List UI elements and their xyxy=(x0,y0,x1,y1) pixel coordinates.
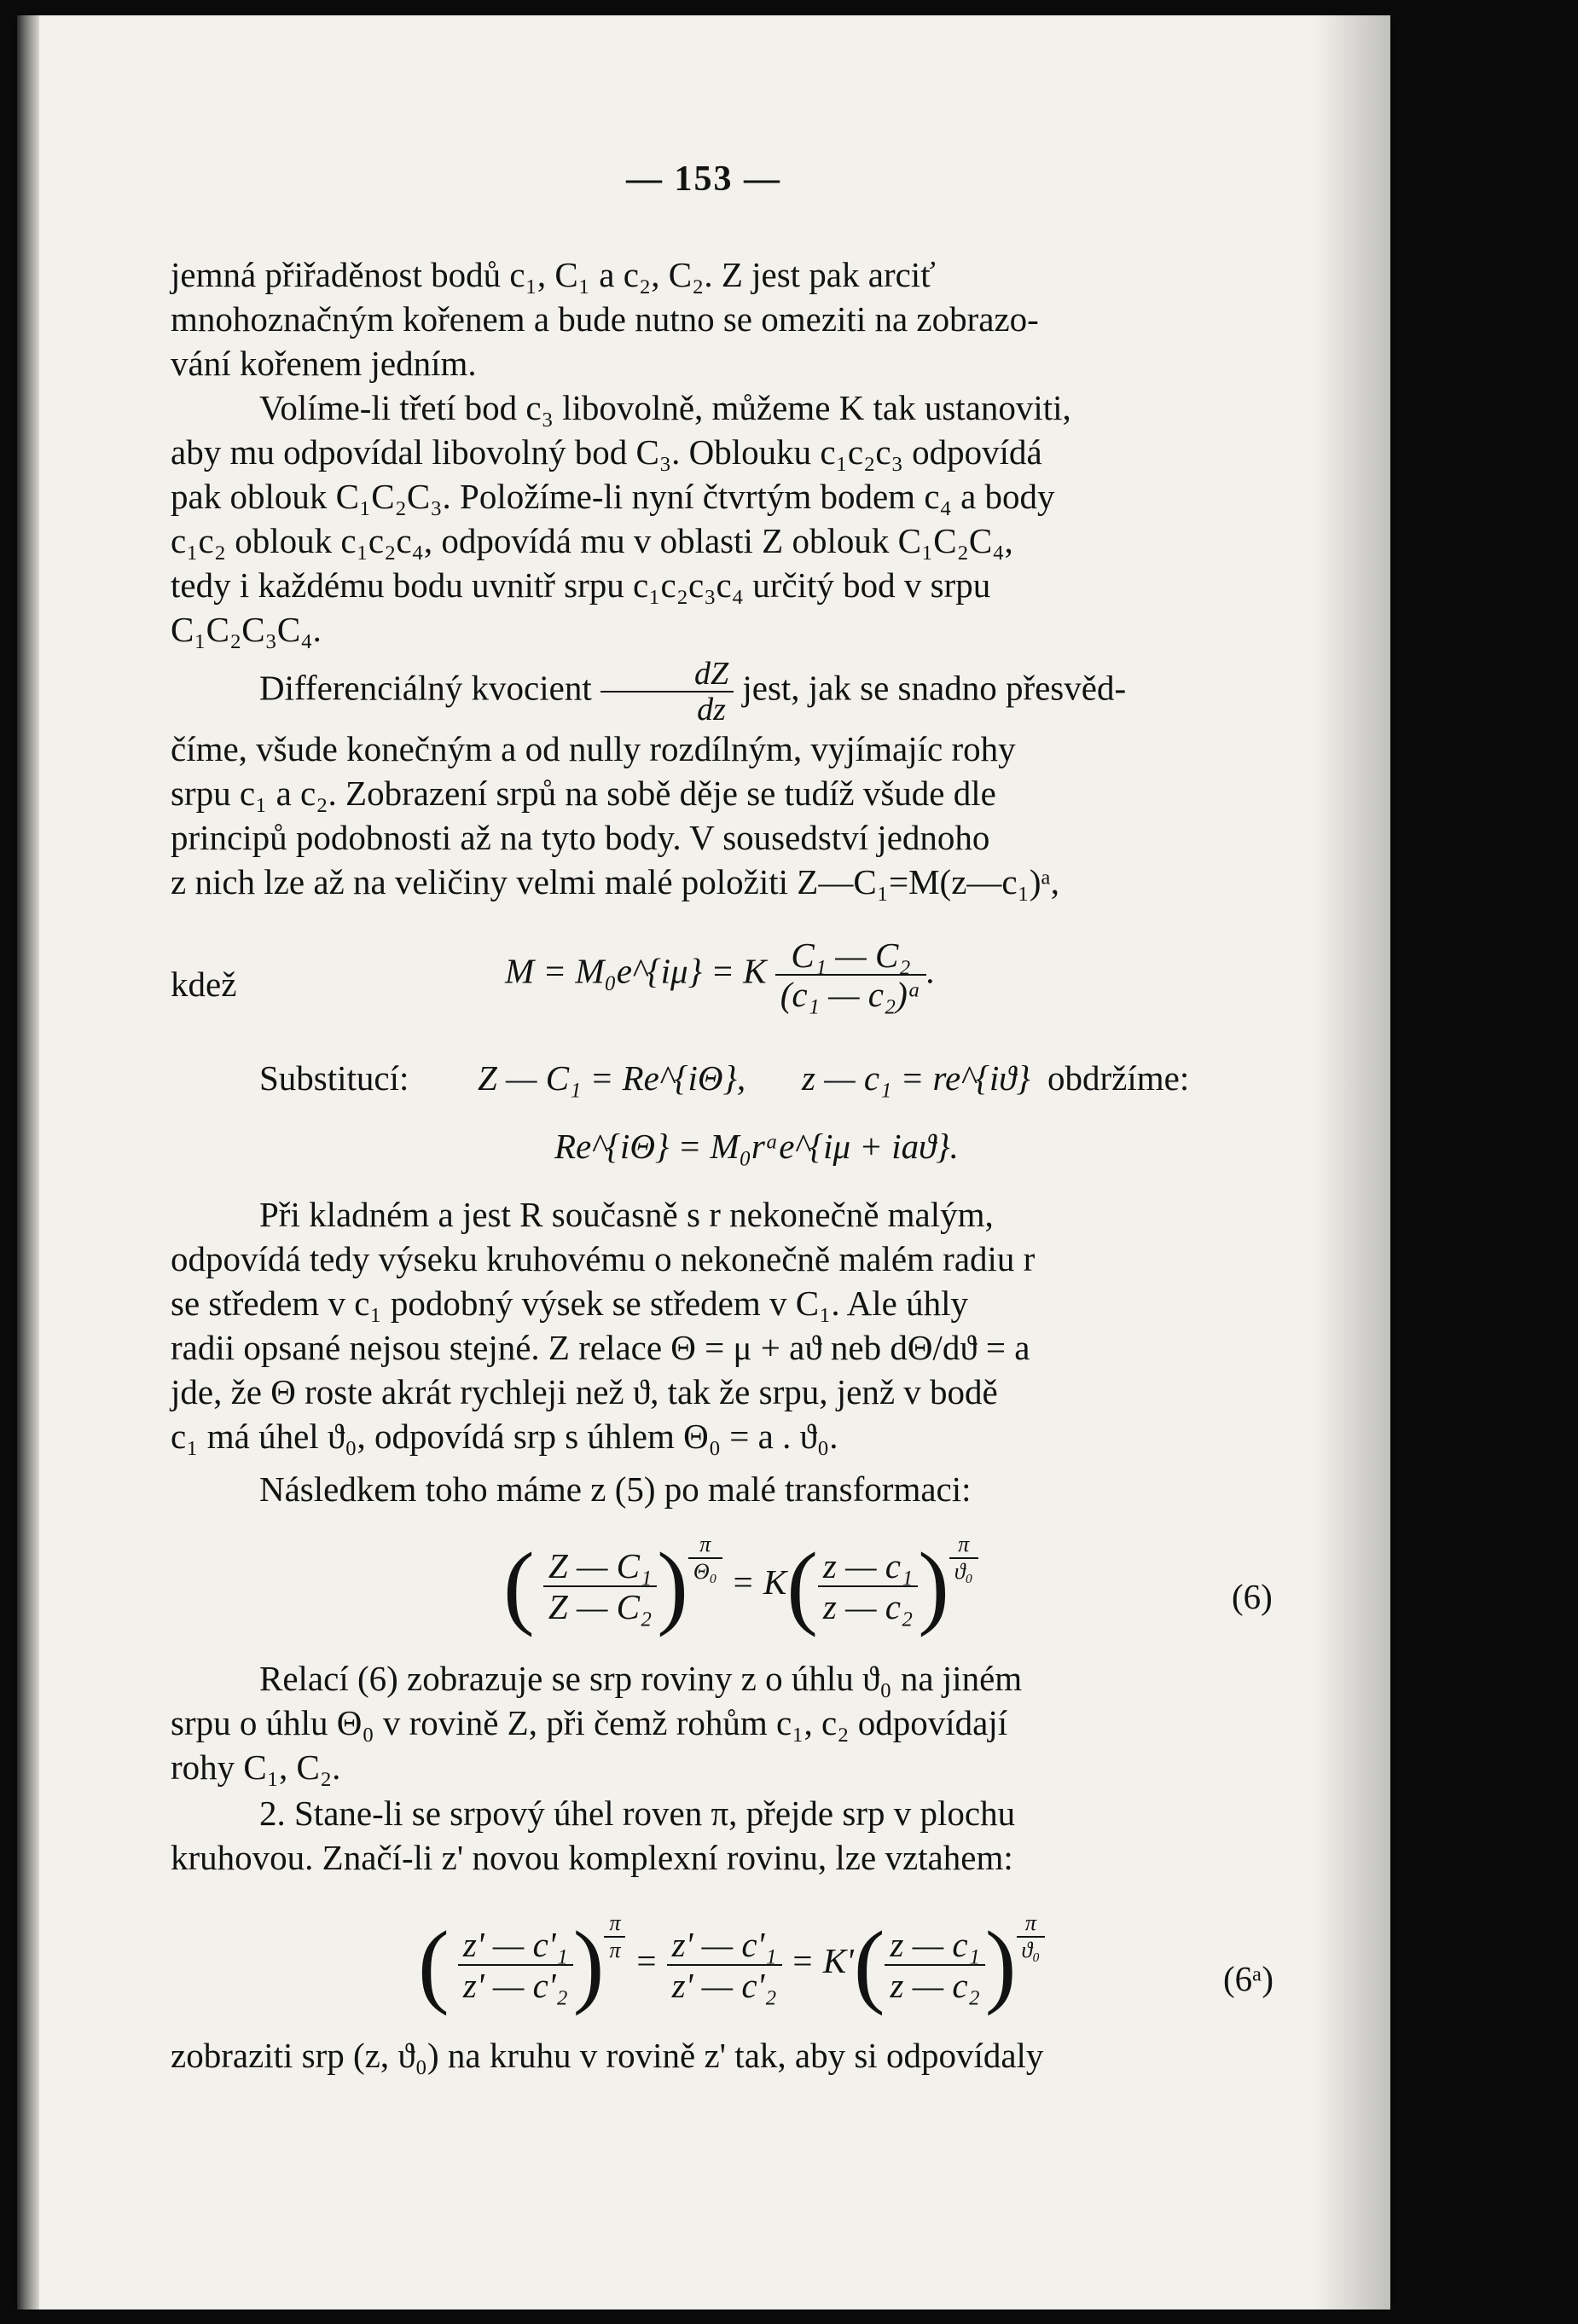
fraction-numerator: C₁ — C₂ xyxy=(775,936,927,976)
paragraph-6 xyxy=(171,1656,1314,1789)
fraction-6-left xyxy=(543,1546,657,1626)
text-line: jde, že Θ roste akrát rychleji než ϑ, tak že srpu, jenž v bodě xyxy=(171,1372,998,1411)
left-paren: ( xyxy=(786,1533,818,1637)
text-line: Při kladném a jest R současně s r nekonečně malým, xyxy=(259,1195,994,1234)
text-line: jemná přiřaděnost bodů c₁, C₁ a c₂, C₂. Z jest pak arciť xyxy=(171,255,936,294)
book-page xyxy=(17,15,1390,2310)
fraction-denominator: dz xyxy=(697,692,726,727)
text-line: mnohoznačným kořenem a bude nutno se omeziti na zobrazo- xyxy=(171,299,1039,339)
text-span: Differenciálný kvocient xyxy=(259,668,592,708)
exponent-numerator: π xyxy=(604,1910,625,1938)
paragraph-4 xyxy=(171,1192,1314,1458)
text-line: odpovídá tedy výseku kruhovému o nekonečně malém radiu r xyxy=(171,1239,1036,1278)
text-line: srpu o úhlu Θ₀ v rovině Z, při čemž rohům c₁, c₂ odpovídají xyxy=(171,1703,1008,1742)
fraction-numerator: z — c₁ xyxy=(885,1925,984,1966)
left-paren: ( xyxy=(853,1912,885,2016)
kdez-label: kdež xyxy=(171,965,237,1004)
text-line: C₁C₂C₃C₄. xyxy=(171,610,322,649)
text-line: se středem v c₁ podobný výsek se středem v C₁. Ale úhly xyxy=(171,1284,968,1323)
fraction-denominator: z — c₂ xyxy=(890,1965,980,2005)
paragraph-8 xyxy=(171,2033,1314,2078)
left-paren: ( xyxy=(418,1912,450,2016)
text-line: vání kořenem jedním. xyxy=(171,344,477,383)
equation-subst-1: Z — C₁ = Re^{iΘ}, xyxy=(478,1058,746,1098)
fraction-6a-left xyxy=(458,1925,573,2005)
text-line: zobraziti srp (z, ϑ₀) na kruhu v rovině z' tak, aby si odpovídaly xyxy=(171,2036,1044,2075)
fraction-dZ-dz xyxy=(600,657,734,727)
exponent-denominator: π xyxy=(609,1938,621,1962)
paragraph-5 xyxy=(171,1467,1314,1511)
equation-subst-2: z — c₁ = re^{iϑ} xyxy=(802,1058,1030,1098)
exponent-denominator: ϑ₀ xyxy=(1021,1938,1041,1962)
text-line: kruhovou. Značí-li z' novou komplexní rovinu, lze vztahem: xyxy=(171,1838,1013,1877)
fraction-denominator: z — c₂ xyxy=(822,1586,914,1626)
fraction-numerator: z — c₁ xyxy=(818,1546,918,1587)
right-paren: ) xyxy=(918,1533,949,1637)
equation-6-label: (6) xyxy=(1232,1577,1273,1616)
fraction-denominator: (c₁ — c₂)ᵃ xyxy=(780,975,922,1014)
text-line: aby mu odpovídal libovolný bod C₃. Oblouku c₁c₂c₃ odpovídá xyxy=(171,432,1042,472)
equation-6a-label: (6ᵃ) xyxy=(1223,1959,1274,1998)
exponent-fraction xyxy=(604,1910,625,1963)
text-line: srpu c₁ a c₂. Zobrazení srpů na sobě děje se tudíž všude dle xyxy=(171,774,996,813)
substituci-label: Substitucí: xyxy=(259,1058,409,1098)
text-span: jest, jak se snadno přesvěd- xyxy=(742,668,1127,708)
equation-6a xyxy=(418,1910,1045,2019)
equation-M: M = M₀e^{iμ} = K $\frac{\text{C₁ — C₂}}{\text{(c₁ — c₂)ᵃ}}$ . xyxy=(505,936,936,1014)
exponent-fraction xyxy=(1017,1910,1046,1963)
page-number: — 153 — xyxy=(626,159,781,199)
right-paren: ) xyxy=(572,1912,605,2016)
fraction-numerator: Z — C₁ xyxy=(543,1546,657,1587)
right-paren: ) xyxy=(657,1533,688,1637)
left-paren: ( xyxy=(503,1533,535,1637)
fraction-denominator: z' — c'₂ xyxy=(671,1965,777,2005)
book-spine xyxy=(17,15,39,2310)
text-line: 2. Stane-li se srpový úhel roven π, přejde srp v plochu xyxy=(259,1794,1016,1833)
fraction-numerator: z' — c'₁ xyxy=(667,1925,782,1966)
fraction-6a-mid xyxy=(667,1925,782,2005)
exponent-numerator: π xyxy=(949,1532,978,1559)
fraction-numerator: z' — c'₁ xyxy=(458,1925,573,1966)
text-line: c₁ má úhel ϑ₀, odpovídá srp s úhlem Θ₀ = a . ϑ₀. xyxy=(171,1417,838,1456)
text-line: rohy C₁, C₂. xyxy=(171,1747,341,1787)
equation-text: M = M₀e^{iμ} = K xyxy=(505,951,767,991)
paragraph-7 xyxy=(171,1791,1314,1880)
text-line: Volíme-li třetí bod c₃ libovolně, můžeme K tak ustanoviti, xyxy=(259,388,1071,427)
equals-k: = K xyxy=(730,1562,787,1602)
fraction-M xyxy=(775,936,927,1013)
text-line: radii opsané nejsou stejné. Z relace Θ = μ + aϑ neb dΘ/dϑ = a xyxy=(171,1328,1030,1367)
exponent-fraction xyxy=(688,1532,722,1585)
equation-6 xyxy=(503,1532,978,1640)
equals-sign: = xyxy=(634,1940,658,1980)
equation-R: Re^{iΘ} = M₀rᵃe^{iμ + iaϑ}. xyxy=(554,1127,959,1166)
fraction-6a-right xyxy=(885,1925,984,2005)
page-edge-shadow xyxy=(1314,15,1390,2310)
fraction-denominator: z' — c'₂ xyxy=(462,1965,568,2005)
fraction-numerator: dZ xyxy=(600,657,734,693)
paragraph-1 xyxy=(171,252,1314,385)
text-line: pak oblouk C₁C₂C₃. Položíme-li nyní čtvrtým bodem c₄ a body xyxy=(171,477,1055,516)
text-line: číme, všude konečným a od nully rozdílným, vyjímajíc rohy xyxy=(171,729,1016,768)
text-line: Následkem toho máme z (5) po malé transformaci: xyxy=(259,1469,972,1509)
text-line: c₁c₂ oblouk c₁c₂c₄, odpovídá mu v oblasti Z oblouk C₁C₂C₄, xyxy=(171,521,1013,560)
exponent-denominator: Θ₀ xyxy=(693,1559,717,1584)
text-line: Relací (6) zobrazuje se srp roviny z o úhlu ϑ₀ na jiném xyxy=(259,1659,1023,1698)
equals-k: = K' xyxy=(790,1940,854,1980)
paragraph-2 xyxy=(171,385,1314,652)
text-line: z nich lze až na veličiny velmi malé položiti Z—C₁=M(z—c₁)ᵃ, xyxy=(171,862,1060,901)
exponent-fraction xyxy=(949,1532,978,1585)
obdrzime-label: obdržíme: xyxy=(1047,1058,1190,1098)
paragraph-3 xyxy=(171,657,1314,904)
exponent-denominator: ϑ₀ xyxy=(954,1559,973,1584)
exponent-numerator: π xyxy=(1017,1910,1046,1938)
exponent-numerator: π xyxy=(688,1532,722,1559)
text-line: principů podobnosti až na tyto body. V sousedství jednoho xyxy=(171,818,990,857)
right-paren: ) xyxy=(984,1912,1017,2016)
text-line: tedy i každému bodu uvnitř srpu c₁c₂c₃c₄ určitý bod v srpu xyxy=(171,565,991,605)
fraction-6-right xyxy=(818,1546,918,1626)
text-line-with-fraction xyxy=(171,657,1314,727)
fraction-denominator: Z — C₂ xyxy=(548,1586,653,1626)
